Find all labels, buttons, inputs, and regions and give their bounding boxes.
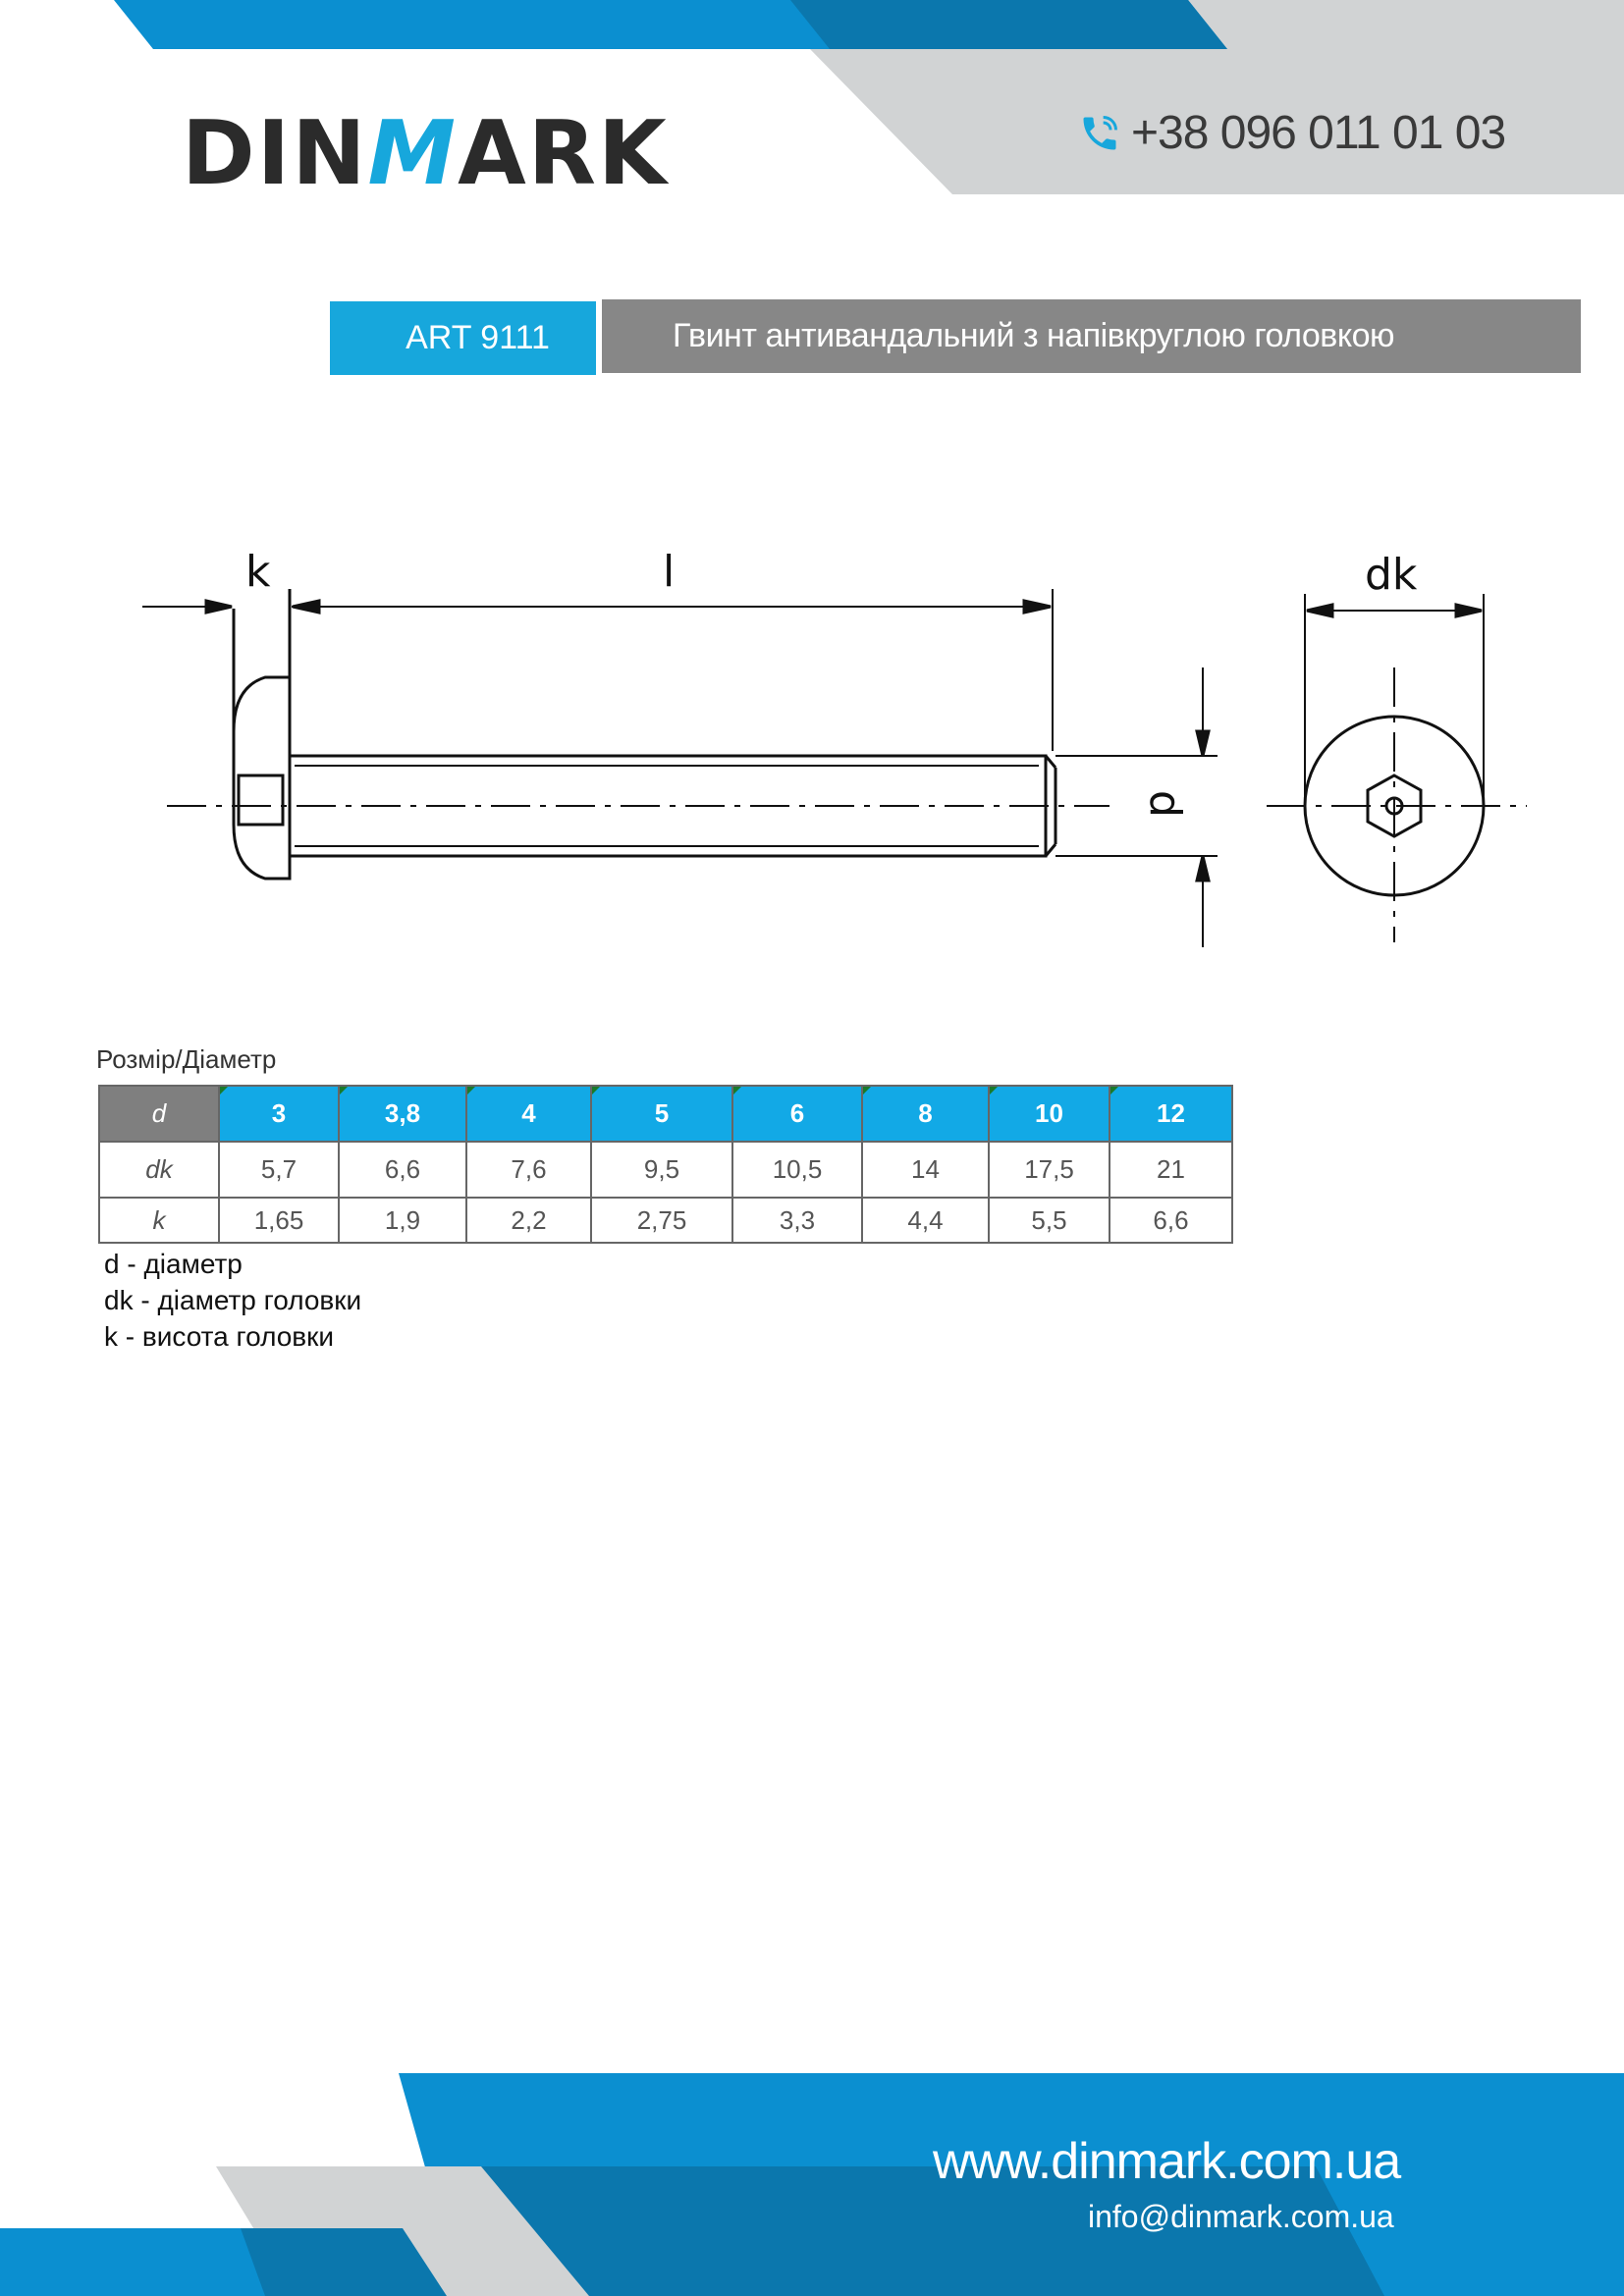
dim-label-k: k	[245, 547, 271, 597]
row-label: dk	[99, 1142, 219, 1198]
table-caption: Розмір/Діаметр	[96, 1044, 277, 1074]
table-cell: 5,5	[989, 1198, 1110, 1243]
article-number: ART 9111	[330, 301, 596, 375]
table-cell: 6	[732, 1086, 862, 1142]
row-label: k	[99, 1198, 219, 1243]
website-link[interactable]: www.dinmark.com.ua	[933, 2133, 1401, 2190]
table-cell: 2,75	[591, 1198, 732, 1243]
dimensions-table	[98, 1085, 1233, 1244]
table-cell: 3,3	[732, 1198, 862, 1243]
table-row-dk	[99, 1142, 1232, 1198]
legend-item-d: d - діаметр	[104, 1249, 243, 1279]
dim-label-l: l	[663, 547, 676, 597]
phone-number: +38 096 011 01 03	[1131, 107, 1506, 159]
table-cell: 4,4	[862, 1198, 989, 1243]
table-cell: 9,5	[591, 1142, 732, 1198]
table-row-d	[99, 1086, 1232, 1142]
table-cell: 5,7	[219, 1142, 339, 1198]
table-cell: 21	[1110, 1142, 1232, 1198]
table-cell: 14	[862, 1142, 989, 1198]
phone-icon	[1078, 112, 1121, 155]
legend-item-dk: dk - діаметр головки	[104, 1285, 362, 1315]
table-cell: 2,2	[466, 1198, 591, 1243]
dim-label-dk: dk	[1365, 550, 1418, 600]
table-cell: 5	[591, 1086, 732, 1142]
table-cell: 12	[1110, 1086, 1232, 1142]
row-label: d	[99, 1086, 219, 1142]
table-cell: 6,6	[339, 1142, 466, 1198]
table-cell: 10	[989, 1086, 1110, 1142]
table-cell: 8	[862, 1086, 989, 1142]
table-cell: 6,6	[1110, 1198, 1232, 1243]
table-cell: 10,5	[732, 1142, 862, 1198]
header-dark-band	[790, 0, 1227, 49]
legend-item-k: k - висота головки	[104, 1321, 335, 1352]
dinmark-logo: DINMARK	[182, 102, 669, 205]
table-cell: 1,9	[339, 1198, 466, 1243]
table-cell: 1,65	[219, 1198, 339, 1243]
screw-drawing	[142, 589, 1527, 947]
table-cell: 17,5	[989, 1142, 1110, 1198]
table-cell: 4	[466, 1086, 591, 1142]
product-title: Гвинт антивандальний з напівкруглою головкою	[602, 299, 1581, 373]
dim-label-d: d	[1140, 790, 1190, 818]
phone-contact[interactable]	[1078, 106, 1505, 160]
table-row-k	[99, 1198, 1232, 1243]
table-cell: 3,8	[339, 1086, 466, 1142]
table-cell: 7,6	[466, 1142, 591, 1198]
email-link[interactable]: info@dinmark.com.ua	[1088, 2199, 1394, 2234]
table-cell: 3	[219, 1086, 339, 1142]
